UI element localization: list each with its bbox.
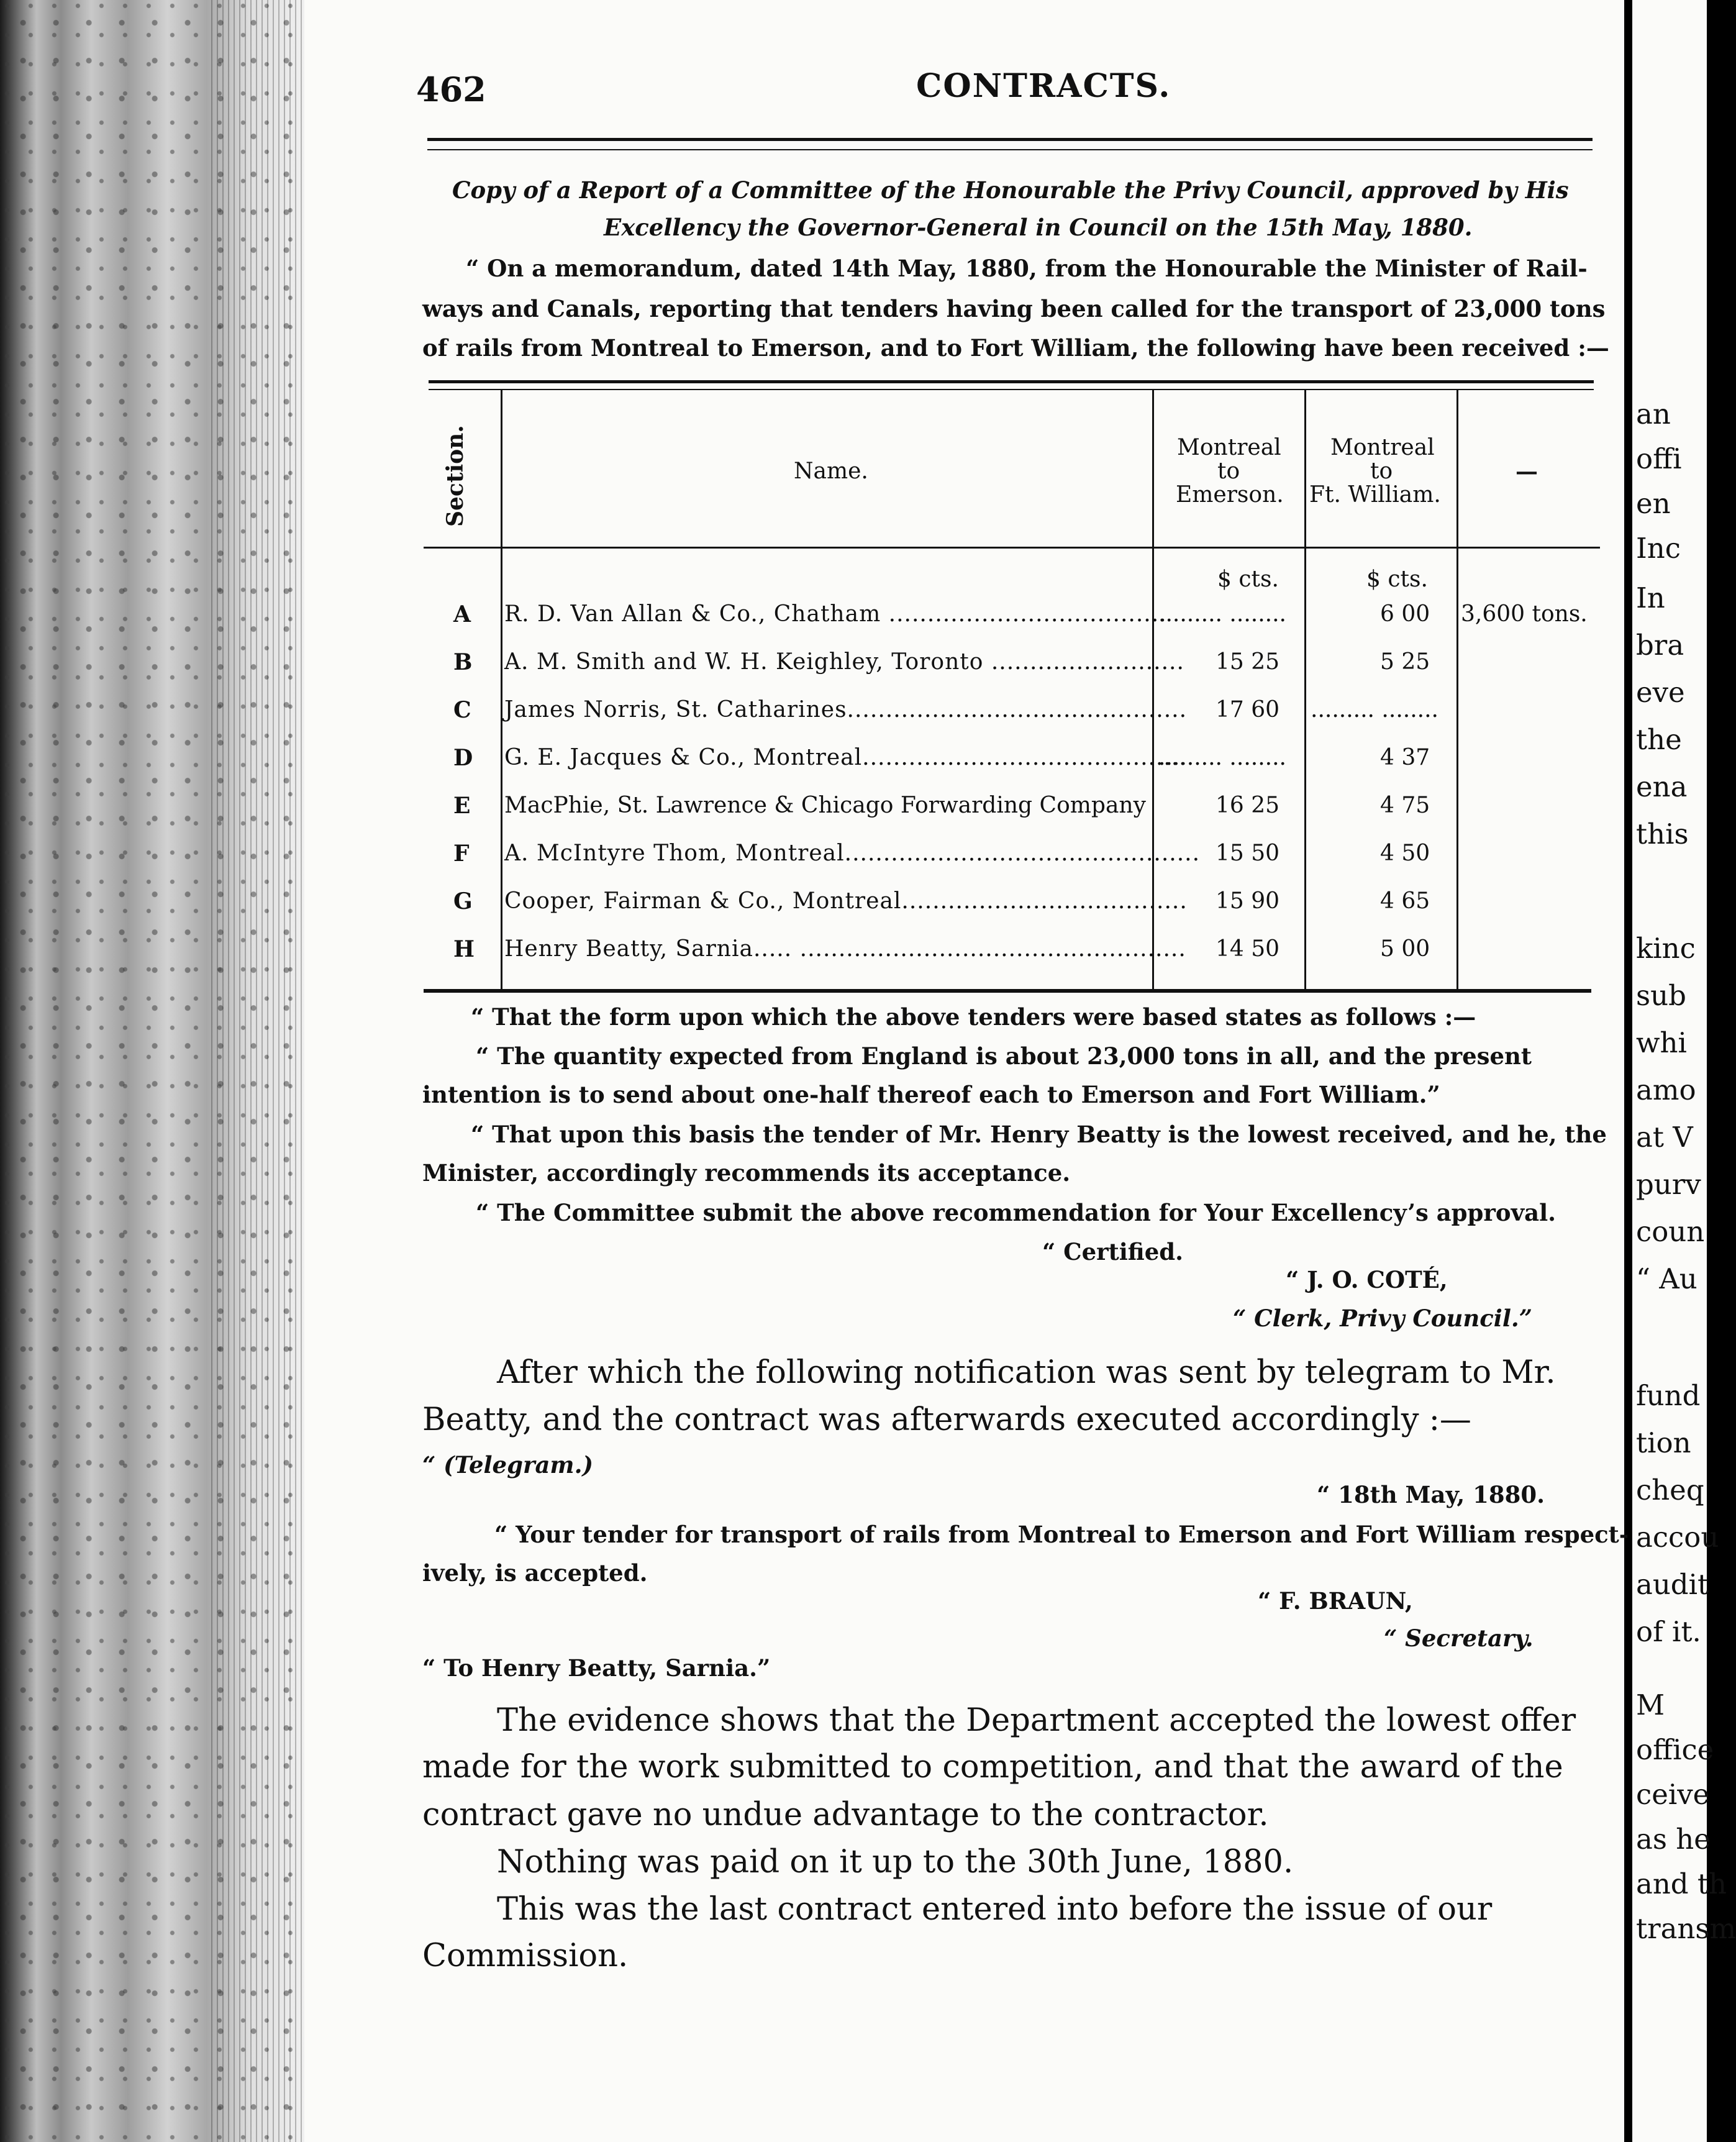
fragment-text: sub <box>1636 979 1686 1012</box>
row-section: H <box>453 936 475 962</box>
telegram-date: “ 18th May, 1880. <box>1317 1481 1545 1508</box>
conclusion-line5: This was the last contract entered into before the issue of our <box>497 1891 1493 1928</box>
row-name: James Norris, St. Catharines............................................ <box>504 697 1188 722</box>
fragment-text: coun <box>1636 1215 1705 1248</box>
certified-line: “ Certified. <box>1042 1238 1183 1265</box>
telegram-label: “ (Telegram.) <box>422 1451 593 1479</box>
row-name: A. M. Smith and W. H. Keighley, Toronto ......................... <box>504 649 1184 675</box>
fragment-text: audit <box>1636 1568 1709 1601</box>
header-emerson-line1: Montreal <box>1177 435 1281 460</box>
fragment-text: kinc <box>1636 932 1696 965</box>
header-emerson-line3: Emerson. <box>1176 482 1284 508</box>
page-number: 462 <box>416 70 486 109</box>
fragment-text: eve <box>1636 676 1685 709</box>
fragment-text: bra <box>1636 629 1684 662</box>
fragment-text: tion <box>1636 1426 1691 1459</box>
row-william: 5 00 <box>1380 936 1430 962</box>
quantity-paragraph-line2: intention is to send about one-half thereof each to Emerson and Fort William.” <box>422 1081 1440 1108</box>
telegram-body-line1: “ Your tender for transport of rails from Montreal to Emerson and Fort William respect- <box>494 1521 1629 1548</box>
fragment-text: office <box>1636 1733 1714 1766</box>
fragment-text: M <box>1636 1689 1665 1721</box>
fragment-text: and th <box>1636 1867 1727 1900</box>
header-rule-thick <box>427 138 1593 141</box>
row-william: 5 25 <box>1380 649 1430 675</box>
page-edge-lines <box>211 0 304 2142</box>
row-name: A. McIntyre Thom, Montreal.............................................. <box>504 841 1201 866</box>
narrative-line2: Beatty, and the contract was afterwards executed accordingly :— <box>422 1401 1471 1438</box>
table-top-rule <box>429 380 1594 383</box>
fragment-text: amo <box>1636 1073 1696 1106</box>
header-rule-thin <box>427 149 1593 150</box>
row-emerson: 15 90 <box>1216 888 1280 914</box>
fragment-text: “ Au <box>1636 1262 1697 1295</box>
header-william-line2: to <box>1370 458 1393 484</box>
fragment-text: Inc <box>1636 532 1681 565</box>
table-col-divider <box>501 389 502 989</box>
row-name: Cooper, Fairman & Co., Montreal..................................... <box>504 888 1188 914</box>
header-william-line3: Ft. William. <box>1309 482 1441 508</box>
fragment-text: as he <box>1636 1823 1711 1856</box>
quantity-paragraph-line1: “ The quantity expected from England is about 23,000 tons in all, and the present <box>476 1042 1532 1070</box>
fragment-text: ena <box>1636 770 1688 803</box>
header-emerson-line2: to <box>1217 458 1240 484</box>
row-emerson: 16 25 <box>1216 793 1280 818</box>
basis-paragraph-line1: “ That upon this basis the tender of Mr. Henry Beatty is the lowest received, and he, the <box>471 1121 1607 1148</box>
row-emerson: 15 25 <box>1216 649 1280 675</box>
row-william: 4 50 <box>1380 841 1430 866</box>
table-col-divider <box>1304 389 1306 989</box>
fragment-text: the <box>1636 723 1682 756</box>
row-emerson: 15 50 <box>1216 841 1280 866</box>
header-name: Name. <box>794 458 868 484</box>
row-william: 4 75 <box>1380 793 1430 818</box>
row-william: 4 65 <box>1380 888 1430 914</box>
fragment-text: ceive <box>1636 1778 1710 1811</box>
row-section: C <box>453 697 471 723</box>
conclusion-line2: made for the work submitted to competition, and that the award of the <box>422 1749 1563 1785</box>
fragment-text: offi <box>1636 442 1682 475</box>
memorandum-line3: of rails from Montreal to Emerson, and to Fort William, the following have been received :— <box>422 334 1609 362</box>
conclusion-line1: The evidence shows that the Department accepted the lowest offer <box>497 1702 1576 1739</box>
row-william: 4 37 <box>1380 745 1430 770</box>
fragment-text: purv <box>1636 1168 1701 1201</box>
fragment-text: cheq <box>1636 1474 1704 1506</box>
table-top-rule-thin <box>429 389 1594 390</box>
row-william: ......... ........ <box>1311 697 1438 722</box>
row-section: A <box>453 601 471 627</box>
fragment-text: en <box>1636 487 1671 520</box>
unit-emerson: $ cts. <box>1217 567 1279 592</box>
form-paragraph: “ That the form upon which the above tenders were based states as follows :— <box>471 1003 1476 1031</box>
header-extra: — <box>1516 458 1538 485</box>
table-header-rule <box>424 547 1600 549</box>
committee-paragraph: “ The Committee submit the above recommendation for Your Excellency’s approval. <box>476 1199 1556 1226</box>
report-caption-line2: Excellency the Governor-General in Council on the 15th May, 1880. <box>604 214 1473 241</box>
narrative-line1: After which the following notification was sent by telegram to Mr. <box>497 1354 1556 1391</box>
memorandum-line1: “ On a memorandum, dated 14th May, 1880, from the Honourable the Minister of Rail- <box>466 255 1588 282</box>
row-name: MacPhie, St. Lawrence & Chicago Forwarding Company <box>504 793 1146 818</box>
conclusion-line6: Commission. <box>422 1938 629 1974</box>
clerk-signature-name: “ J. O. COTÉ, <box>1286 1266 1448 1293</box>
fragment-text: this <box>1636 818 1689 850</box>
row-emerson: 17 60 <box>1216 697 1280 722</box>
report-caption-line1: Copy of a Report of a Committee of the Honourable the Privy Council, approved by His <box>452 176 1569 204</box>
telegram-addressee: “ To Henry Beatty, Sarnia.” <box>422 1654 771 1682</box>
fragment-text: fund <box>1636 1379 1701 1412</box>
fragment-text: of it. <box>1636 1615 1701 1648</box>
telegram-body-line2: ively, is accepted. <box>422 1559 648 1587</box>
fragment-text: at V <box>1636 1121 1693 1154</box>
fragment-text: accou <box>1636 1521 1719 1554</box>
table-col-divider <box>1457 389 1458 989</box>
row-extra: 3,600 tons. <box>1461 601 1588 627</box>
clerk-signature-title: “ Clerk, Privy Council.” <box>1233 1305 1533 1332</box>
memorandum-line2: ways and Canals, reporting that tenders having been called for the transport of 23,000 tons <box>422 295 1606 322</box>
row-section: G <box>453 888 473 914</box>
row-name: G. E. Jacques & Co., Montreal.......................................... <box>504 745 1187 770</box>
row-emerson: ......... ........ <box>1158 745 1286 770</box>
fragment-text: In <box>1636 581 1665 614</box>
fragment-text: an <box>1636 398 1671 431</box>
conclusion-line4: Nothing was paid on it up to the 30th June, 1880. <box>497 1844 1294 1880</box>
row-emerson: ......... ........ <box>1158 601 1286 627</box>
row-section: B <box>453 649 473 675</box>
row-section: D <box>453 745 473 771</box>
conclusion-line3: contract gave no undue advantage to the contractor. <box>422 1797 1269 1833</box>
row-name: R. D. Van Allan & Co., Chatham .................................... <box>504 601 1167 627</box>
row-section: F <box>453 841 470 867</box>
table-bottom-rule <box>424 989 1591 993</box>
unit-william: $ cts. <box>1366 567 1428 592</box>
row-emerson: 14 50 <box>1216 936 1280 962</box>
secretary-signature-title: “ Secretary. <box>1384 1625 1534 1652</box>
row-name: Henry Beatty, Sarnia..... .................................................. <box>504 936 1186 962</box>
fragment-text: whi <box>1636 1026 1687 1059</box>
running-title: CONTRACTS. <box>916 67 1171 105</box>
row-william: 6 00 <box>1380 601 1430 627</box>
row-section: E <box>453 793 471 819</box>
fragment-text: transm <box>1636 1912 1736 1945</box>
secretary-signature-name: “ F. BRAUN, <box>1258 1587 1413 1615</box>
header-section: Section. <box>442 425 468 527</box>
basis-paragraph-line2: Minister, accordingly recommends its acceptance. <box>422 1159 1071 1187</box>
header-william-line1: Montreal <box>1330 435 1435 460</box>
adjacent-page-fragment <box>1632 0 1736 2142</box>
